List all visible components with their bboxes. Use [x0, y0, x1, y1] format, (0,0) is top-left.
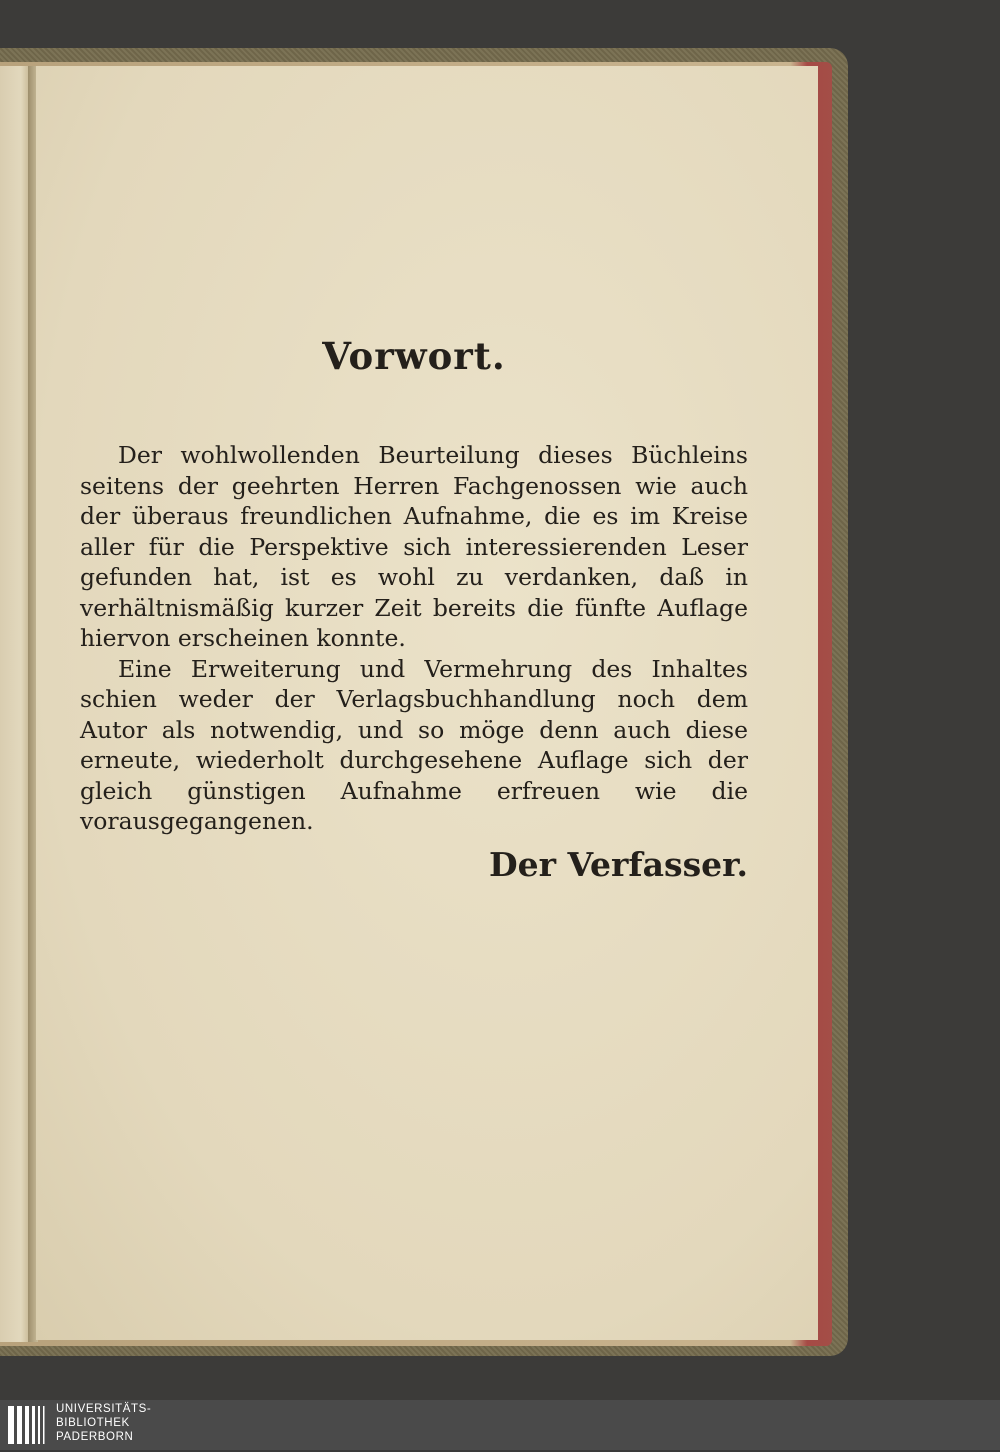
page-title: Vorwort.	[322, 334, 506, 378]
paragraph-1: Der wohlwollenden Beurteilung dieses Büchleins seitens der geehrten Herren Fachgenossen wie auch der überaus freundlichen Aufnahme, die es im Kreise aller für die Perspektive sich interessierenden Leser gefunden hat, ist es wohl zu verdanken, daß in verhältnismäßig kurzer Zeit bereits die fünfte Auflage hiervon erscheinen konnte.	[80, 441, 748, 652]
left-page-sliver	[0, 66, 30, 1342]
page-content	[80, 334, 748, 884]
library-name-line-1: UNIVERSITÄTS-	[56, 1403, 152, 1415]
signature: Der Verfasser.	[488, 844, 748, 884]
library-name-line-3: PADERBORN	[56, 1431, 134, 1443]
book-page	[36, 66, 818, 1340]
library-name-line-2: BIBLIOTHEK	[56, 1417, 130, 1429]
library-name	[56, 1402, 151, 1444]
paragraph-2: Eine Erweiterung und Vermehrung des Inhaltes schien weder der Verlagsbuchhandlung noch dem Autor als notwendig, und so möge denn auch diese erneute, wiederholt durchgesehene Auflage sich der gleich günstigen Aufnahme erfreuen wie die vorausgegangenen.	[80, 654, 748, 835]
ub-paderborn-logo-icon	[6, 1402, 48, 1448]
